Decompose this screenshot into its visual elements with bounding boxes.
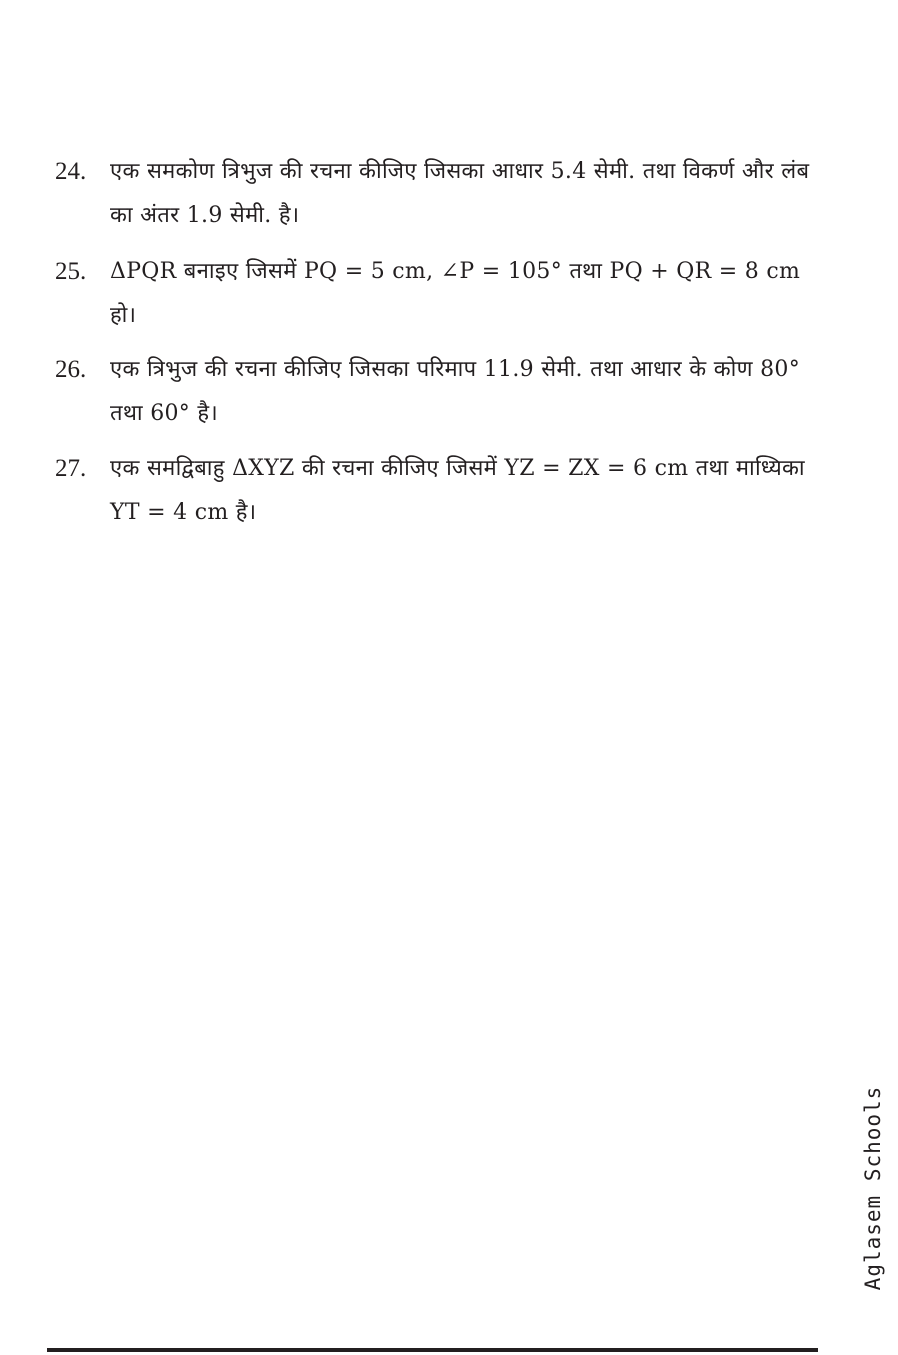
question-26 — [55, 348, 815, 436]
question-27 — [55, 447, 815, 535]
question-24 — [55, 150, 815, 238]
question-number: 27. — [55, 455, 87, 482]
question-text: एक समकोण त्रिभुज की रचना कीजिए जिसका आधार 5.4 सेमी. तथा विकर्ण और लंब का अंतर 1.9 सेमी. है। — [110, 159, 810, 228]
question-text: एक समद्विबाहु ΔXYZ की रचना कीजिए जिसमें YZ = ZX = 6 cm तथा माध्यिका YT = 4 cm है। — [110, 456, 805, 525]
question-text: ΔPQR बनाइए जिसमें PQ = 5 cm, ∠P = 105° तथा PQ + QR = 8 cm हो। — [110, 259, 801, 328]
watermark: Aglasem Schools — [861, 1085, 885, 1291]
question-25 — [55, 250, 815, 338]
question-number: 26. — [55, 356, 87, 383]
question-number: 25. — [55, 258, 87, 285]
question-text: एक त्रिभुज की रचना कीजिए जिसका परिमाप 11.9 सेमी. तथा आधार के कोण 80° तथा 60° है। — [110, 357, 800, 426]
question-number: 24. — [55, 158, 87, 185]
footer-divider — [47, 1348, 818, 1352]
